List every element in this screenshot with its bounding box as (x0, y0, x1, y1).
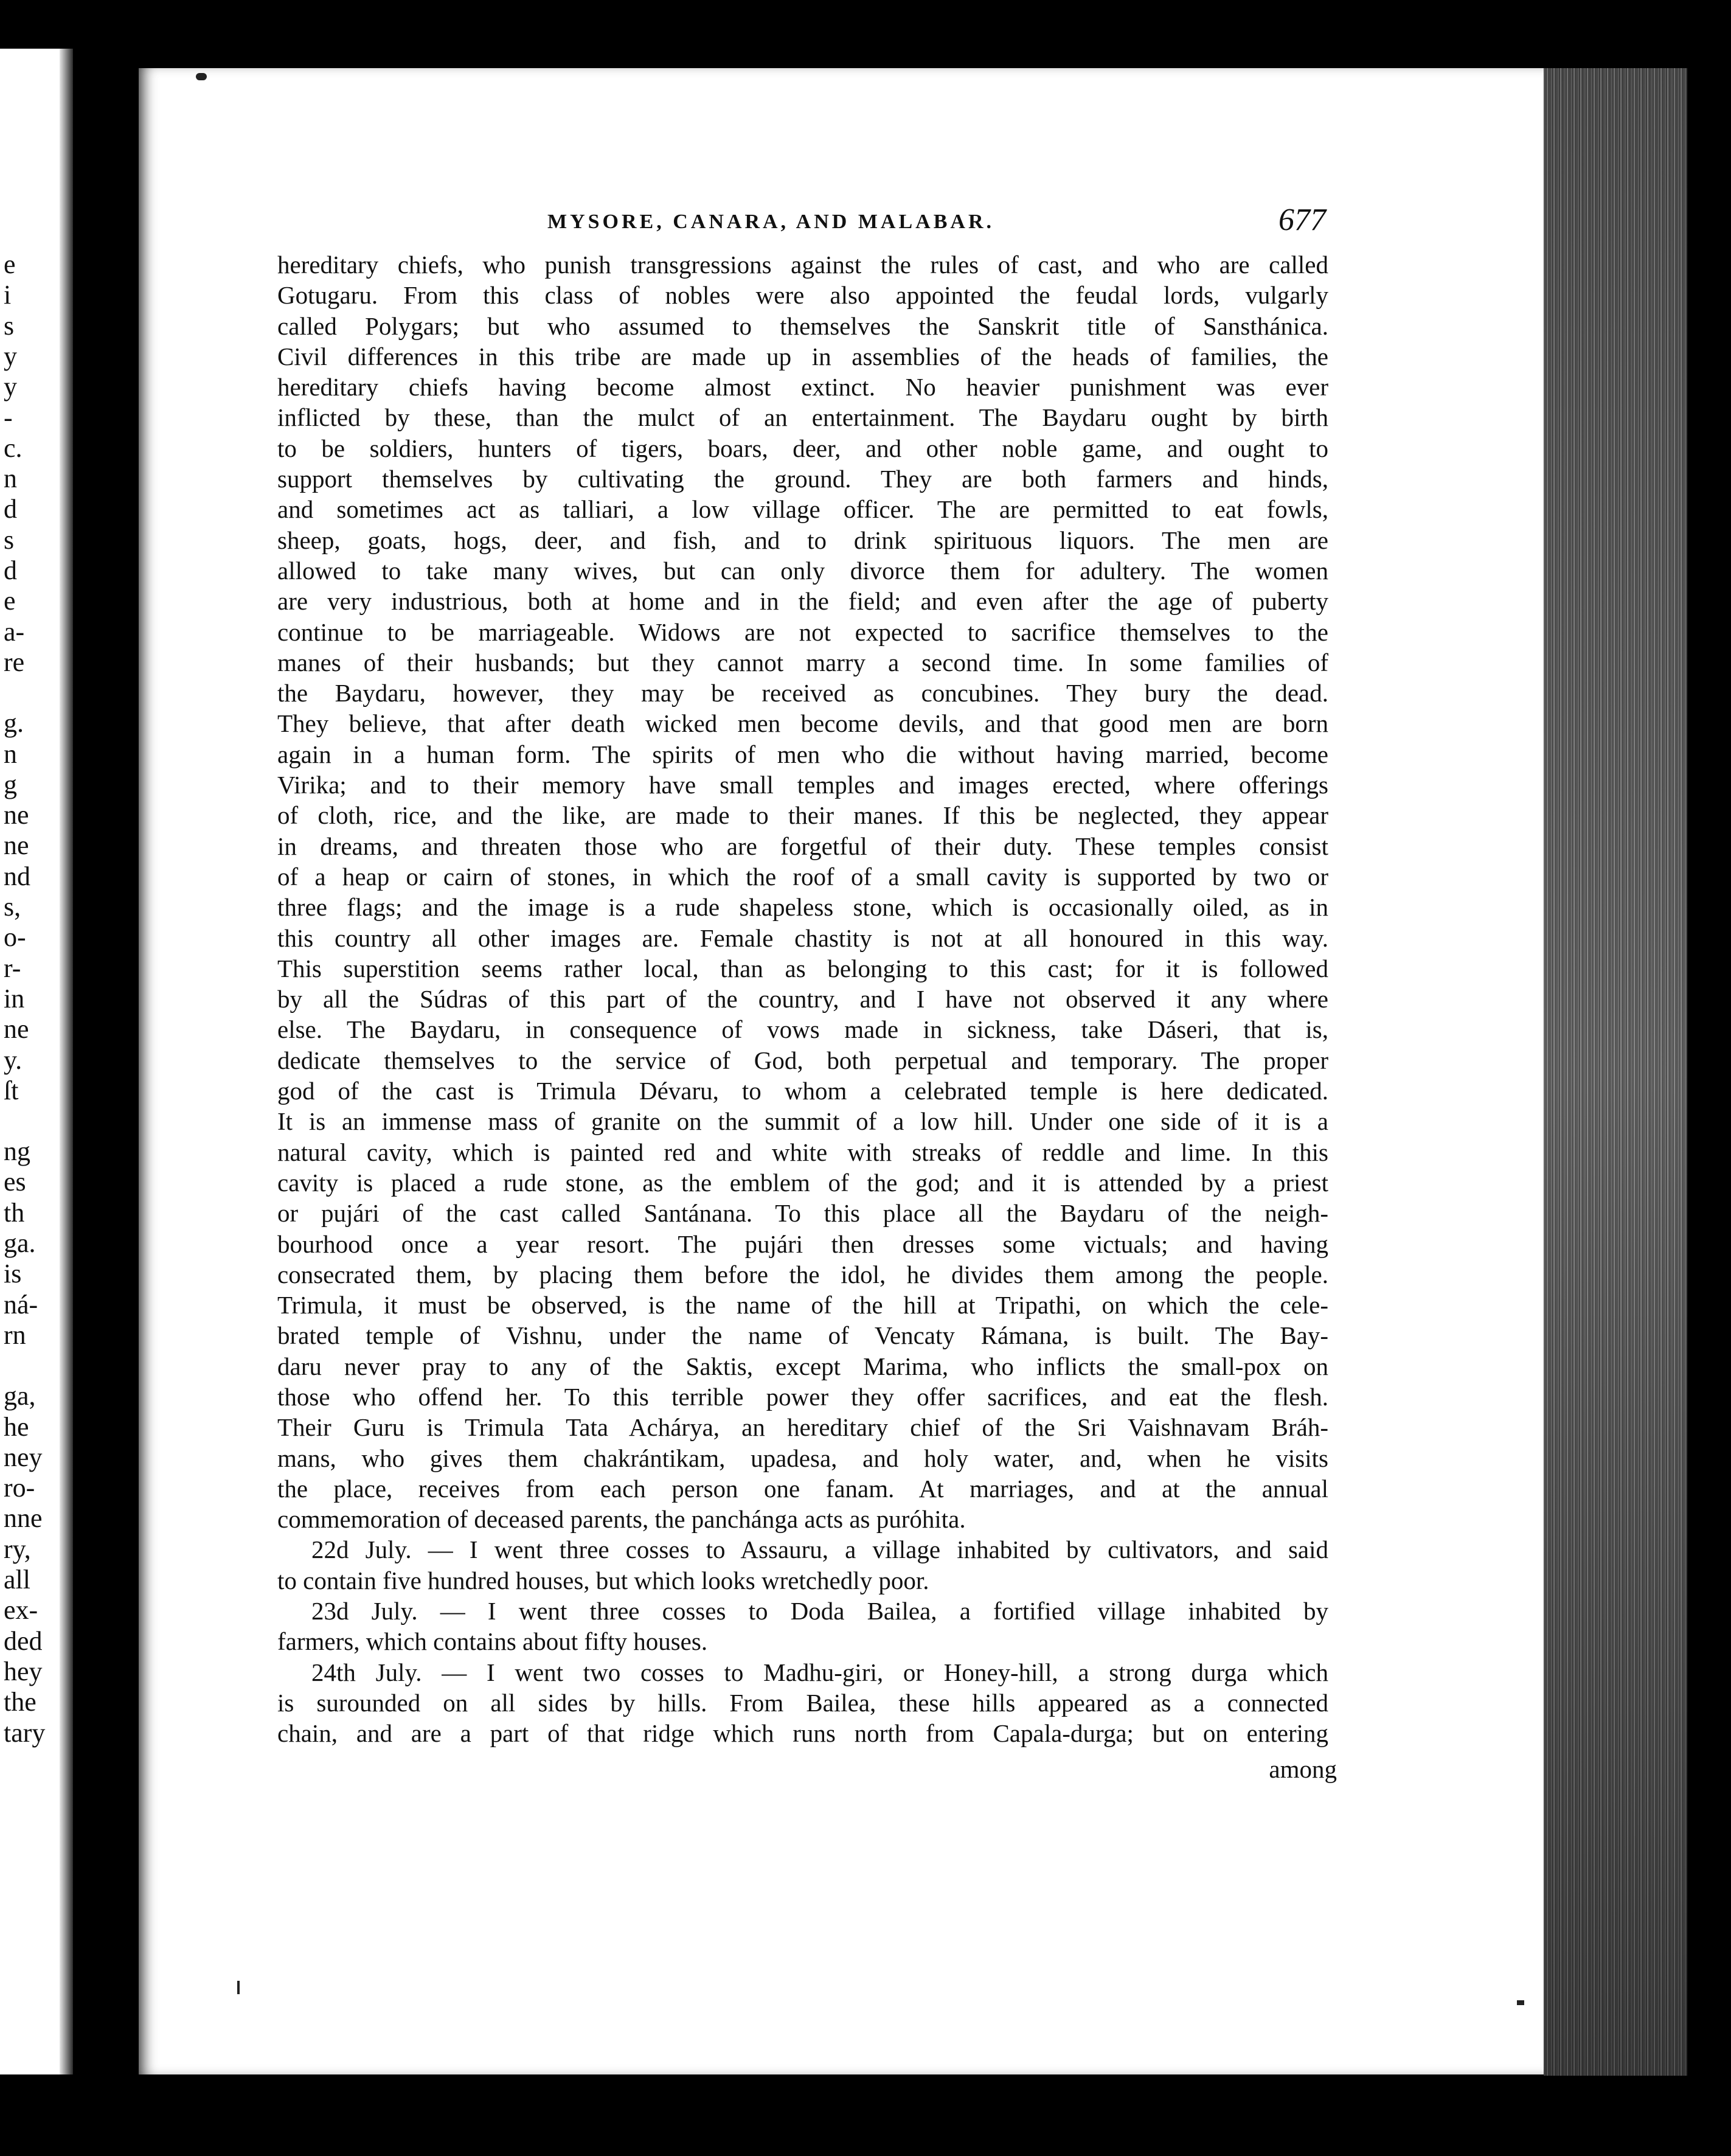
text-line: 24th July. — I went two cosses to Madhu-giri, or Honey-hill, a strong durga which (311, 1658, 1328, 1686)
facing-page-fragment-text: the (4, 1687, 36, 1717)
text-line: to contain five hundred houses, but which looks wretchedly poor. (277, 1566, 929, 1594)
text-line: Trimula, it must be observed, is the name of the hill at Tripathi, on which the cele- (277, 1291, 1328, 1320)
text-line: continue to be marriageable. Widows are not expected to sacrifice themselves to the (277, 617, 1328, 646)
text-line: and sometimes act as talliari, a low village officer. The are permitted to eat fowls, (277, 495, 1328, 524)
text-line: This superstition seems rather local, than as belonging to this cast; for it is followed (277, 954, 1328, 982)
text-line: three flags; and the image is a rude shapeless stone, which is occasionally oiled, as in (277, 893, 1328, 922)
text-line: in dreams, and threaten those who are forgetful of their duty. These temples consist (277, 832, 1328, 860)
text-line: Civil differences in this tribe are made up in assemblies of the heads of families, the (277, 342, 1328, 370)
facing-page-fragment-text: he (4, 1411, 29, 1442)
facing-page-fragment-text: y (4, 341, 17, 371)
facing-page-fragment-text: ná- (4, 1289, 38, 1320)
text-line: daru never pray to any of the Saktis, except Marima, who inflicts the small-pox on (277, 1352, 1328, 1380)
text-line: natural cavity, which is painted red and white with streaks of reddle and lime. In this (277, 1138, 1328, 1166)
text-line: It is an immense mass of granite on the summit of a low hill. Under one side of it is a (277, 1107, 1328, 1136)
facing-page-fragment-text: is (4, 1259, 22, 1289)
text-line: of a heap or cairn of stones, in which the roof of a small cavity is supported by two or (277, 862, 1328, 891)
text-line: 22d July. — I went three cosses to Assauru, a village inhabited by cultivators, and said (311, 1535, 1328, 1564)
facing-page-fragment-text: ro- (4, 1473, 35, 1503)
catchword: among (1269, 1755, 1337, 1783)
text-line: cavity is placed a rude stone, as the emblem of the god; and it is attended by a priest (277, 1168, 1328, 1197)
facing-page-fragment-text: y. (4, 1045, 23, 1075)
facing-page-fragment-text: ga. (4, 1228, 36, 1258)
text-line: those who offend her. To this terrible power they offer sacrifices, and eat the flesh. (277, 1382, 1328, 1411)
facing-page-fragment-text: ſt (4, 1075, 19, 1105)
facing-page-fragment-text: ng (4, 1136, 30, 1167)
text-line: commemoration of deceased parents, the panchánga acts as puróhita. (277, 1505, 966, 1534)
text-line: brated temple of Vishnu, under the name of Vencaty Rámana, is built. The Bay- (277, 1321, 1328, 1350)
facing-page-fragment-text: ne (4, 830, 29, 861)
facing-page-fragment-text: es (4, 1167, 26, 1197)
text-line: Gotugaru. From this class of nobles were also appointed the feudal lords, vulgarly (277, 281, 1328, 310)
text-line: the place, receives from each person one fanam. At marriages, and at the annual (277, 1474, 1328, 1503)
text-line: mans, who gives them chakrántikam, upadesa, and holy water, and, when he visits (277, 1444, 1328, 1472)
text-line: god of the cast is Trimula Dévaru, to whom a celebrated temple is here dedicated. (277, 1077, 1328, 1105)
text-line: consecrated them, by placing them before the idol, he divides them among the people. (277, 1260, 1328, 1288)
text-line: They believe, that after death wicked men become devils, and that good men are born (277, 709, 1328, 738)
facing-page-fragment-text: g. (4, 708, 24, 739)
facing-page-fragment-text: e (4, 586, 16, 616)
text-line: support themselves by cultivating the ground. They are both farmers and hinds, (277, 465, 1328, 493)
facing-page-fragment-text: tary (4, 1717, 46, 1748)
facing-page-fragment (0, 49, 73, 2074)
running-head: MYSORE, CANARA, AND MALABAR. (547, 210, 994, 233)
facing-page-fragment-text: rn (4, 1320, 26, 1350)
facing-page-fragment-text: ex- (4, 1595, 38, 1626)
facing-page-fragment-text: ry, (4, 1534, 31, 1564)
body-text (277, 249, 1328, 1749)
facing-page-fragment-text: a- (4, 616, 25, 647)
facing-page-fragment-text: hey (4, 1656, 43, 1686)
text-line: manes of their husbands; but they cannot marry a second time. In some families of (277, 648, 1328, 676)
facing-page-fragment-text: o- (4, 922, 26, 953)
text-line: this country all other images are. Female chastity is not at all honoured in this way. (277, 923, 1328, 952)
facing-page-fragment-text: n (4, 464, 17, 494)
facing-page-fragment-text: in (4, 983, 25, 1014)
facing-page-fragment-text: c. (4, 433, 23, 463)
page-number: 677 (1278, 203, 1326, 237)
text-line: or pujári of the cast called Santánana. To this place all the Baydaru of the neigh- (277, 1199, 1328, 1228)
page-header (547, 203, 1326, 247)
text-line: to be soldiers, hunters of tigers, boars, deer, and other noble game, and ought to (277, 434, 1328, 462)
text-line: else. The Baydaru, in consequence of vows made in sickness, take Dáseri, that is, (277, 1015, 1328, 1044)
facing-page-fragment-text: s, (4, 892, 21, 922)
printing-speck (1517, 2000, 1524, 2005)
printing-speck (237, 1981, 240, 1994)
page-block-edges (1544, 68, 1687, 2076)
text-line: hereditary chiefs, who punish transgressions against the rules of cast, and who are called (277, 251, 1328, 279)
facing-page-fragment-text: s (4, 310, 15, 341)
text-line: again in a human form. The spirits of men who die without having married, become (277, 740, 1328, 768)
text-line: of cloth, rice, and the like, are made to their manes. If this be neglected, they appear (277, 801, 1328, 830)
facing-page-fragment-text: r- (4, 953, 21, 983)
facing-page-fragment-text: i (4, 280, 12, 310)
facing-page-fragment-text: re (4, 647, 25, 677)
facing-page-fragment-text: ney (4, 1442, 43, 1472)
text-line: 23d July. — I went three cosses to Doda Bailea, a fortified village inhabited by (311, 1597, 1328, 1626)
facing-page-fragment-text: y (4, 372, 17, 402)
facing-page-fragment-text: all (4, 1565, 30, 1594)
facing-page-fragment-text: th (4, 1197, 25, 1228)
facing-page-fragment-text: n (4, 739, 17, 769)
facing-page-fragment-text: nd (4, 861, 30, 891)
text-line: is surounded on all sides by hills. From Bailea, these hills appeared as a connected (277, 1688, 1328, 1717)
printing-speck (196, 73, 207, 80)
text-line: inflicted by these, than the mulct of an entertainment. The Baydaru ought by birth (277, 403, 1328, 432)
text-line: allowed to take many wives, but can only divorce them for adultery. The women (277, 556, 1328, 585)
facing-page-fragment-text: g (4, 769, 17, 799)
facing-page-fragment-text: ne (4, 800, 29, 830)
text-line: bourhood once a year resort. The pujári then dresses some victuals; and having (277, 1229, 1328, 1258)
facing-page-fragment-text: nne (4, 1503, 43, 1534)
facing-page-fragment-text: - (4, 402, 13, 433)
text-line: hereditary chiefs having become almost extinct. No heavier punishment was ever (277, 373, 1328, 402)
text-line: by all the Súdras of this part of the country, and I have not observed it any where (277, 985, 1328, 1014)
text-line: farmers, which contains about fifty houses. (277, 1627, 708, 1656)
text-line: are very industrious, both at home and in the field; and even after the age of puberty (277, 587, 1328, 616)
text-line: the Baydaru, however, they may be received as concubines. They bury the dead. (277, 679, 1328, 708)
facing-page-gutter-shadow (60, 49, 73, 2074)
text-line: Their Guru is Trimula Tata Achárya, an hereditary chief of the Sri Vaishnavam Bráh- (277, 1413, 1328, 1442)
facing-page-fragment-text: d (4, 555, 17, 585)
facing-page-fragment-text: ded (4, 1626, 43, 1656)
facing-page-fragment-text: e (4, 249, 16, 279)
text-line: chain, and are a part of that ridge which runs north from Capala-durga; but on entering (277, 1719, 1328, 1748)
text-line: Virika; and to their memory have small temples and images erected, where offerings (277, 771, 1328, 799)
facing-page-fragment-text: d (4, 494, 17, 524)
text-line: called Polygars; but who assumed to themselves the Sanskrit title of Sansthánica. (277, 311, 1328, 340)
text-line: sheep, goats, hogs, deer, and fish, and to drink spirituous liquors. The men are (277, 526, 1328, 554)
facing-page-fragment-text: ne (4, 1014, 29, 1045)
facing-page-fragment-text: s (4, 524, 15, 555)
text-line: dedicate themselves to the service of God, both perpetual and temporary. The proper (277, 1046, 1328, 1074)
facing-page-fragment-text: ga, (4, 1381, 36, 1411)
